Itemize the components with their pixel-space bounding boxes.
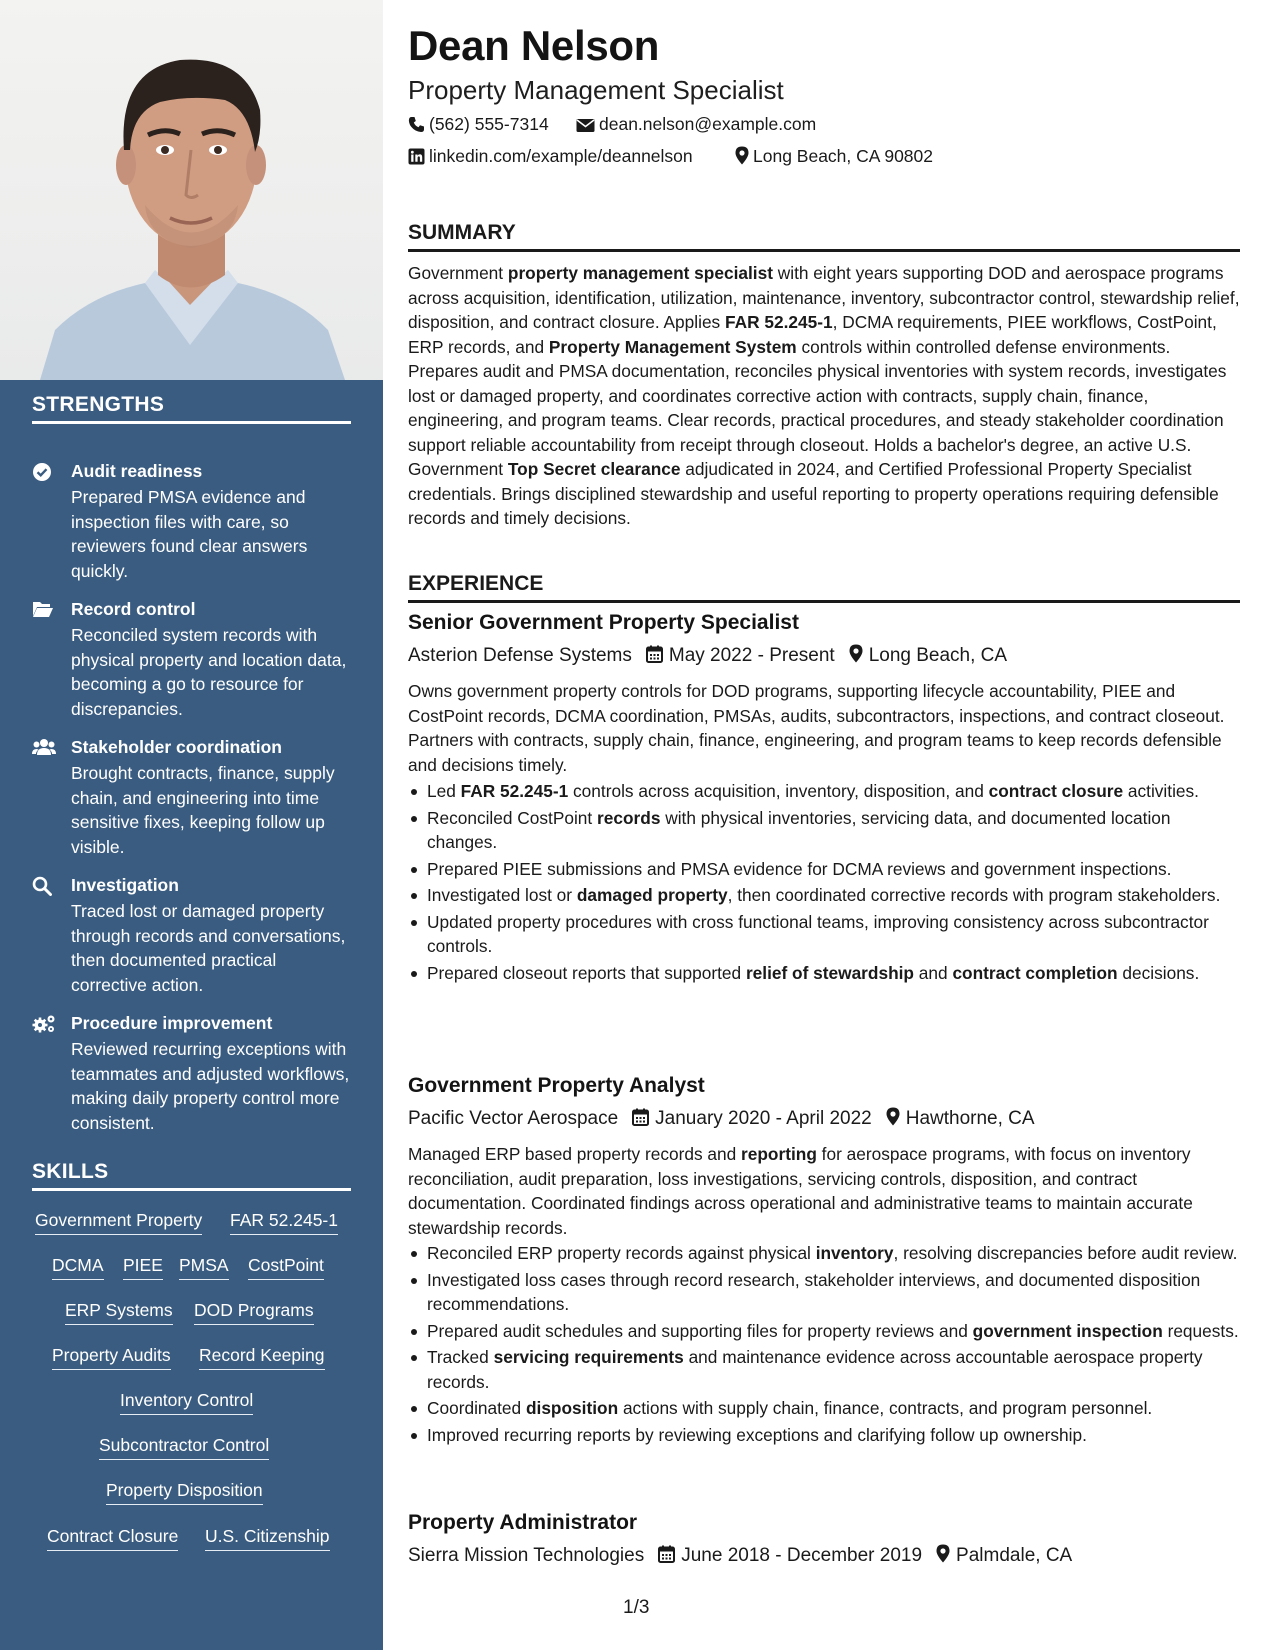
skill-tag: CostPoint: [248, 1255, 324, 1280]
job-title: Government Property Analyst: [408, 1074, 705, 1097]
skill-tag: U.S. Citizenship: [205, 1526, 330, 1551]
job-bullets: [408, 1241, 1240, 1449]
strengths-heading: STRENGTHS: [32, 393, 351, 424]
bullet-item: [408, 1241, 1240, 1266]
job-meta: [408, 1544, 1072, 1567]
bullet-item: [408, 1423, 1240, 1448]
contact-linkedin[interactable]: [408, 146, 693, 167]
job-meta: [408, 644, 1007, 667]
job-bullets: [408, 779, 1240, 987]
skill-tag: PMSA: [179, 1255, 229, 1280]
strength-title: Investigation: [71, 875, 179, 895]
skill-tag: Subcontractor Control: [99, 1435, 269, 1460]
text-run: activities.: [1123, 781, 1199, 801]
emphasis-text: records: [597, 807, 661, 828]
strength-title: Record control: [71, 599, 196, 619]
page-number: 1/3: [623, 1597, 650, 1618]
job-summary: [408, 679, 1240, 777]
text-run: for aerospace programs, with focus on inventory reconciliation, audit preparation, loss investigations, servicing controls, disposition, and contract documentation. Coordinated findings across operational and administrative teams to maintain accurate stewardship records.: [408, 1144, 1193, 1238]
emphasis-text: reporting: [741, 1144, 817, 1164]
text-run: and: [914, 962, 953, 983]
job-location: Palmdale, CA: [956, 1545, 1073, 1566]
summary-heading: SUMMARY: [408, 221, 1240, 252]
skill-tag: DCMA: [52, 1255, 104, 1280]
text-run: Reconciled ERP property records against physical: [427, 1243, 816, 1263]
location-text: Long Beach, CA 90802: [753, 146, 934, 166]
text-run: controls across acquisition, inventory, disposition, and: [568, 781, 989, 801]
map-pin-icon: [849, 644, 863, 663]
gears-icon: [32, 1014, 54, 1034]
skill-tag: ERP Systems: [65, 1300, 173, 1325]
emphasis-text: Property Management System: [548, 336, 797, 357]
text-run: Coordinated: [427, 1398, 526, 1418]
bullet-item: [408, 806, 1240, 855]
emphasis-text: FAR 52.245-1: [460, 781, 569, 801]
strength-title: Audit readiness: [71, 461, 203, 481]
text-run: and maintenance evidence across accountable aerospace property records.: [427, 1347, 1203, 1392]
search-icon: [32, 876, 54, 896]
skill-tag: PIEE: [123, 1255, 163, 1280]
users-icon: [32, 738, 54, 758]
candidate-title: Property Management Specialist: [408, 75, 784, 105]
strength-desc: Reviewed recurring exceptions with teammates and adjusted workflows, making daily property control more consistent.: [71, 1039, 350, 1133]
text-run: Led: [427, 781, 461, 801]
text-run: , DCMA requirements, PIEE workflows, CostPoint, ERP records, and: [408, 312, 1217, 357]
bullet-item: [408, 857, 1240, 882]
text-run: Owns government property controls for DOD programs, supporting lifecycle accountability, PIEE and CostPoint records, DCMA coordination, PMSAs, audits, subcontractors, inspections, and contract closeout. Partners with contracts, supply chain, finance, engineering, and program teams to keep records defensible and decisions timely.: [408, 681, 1225, 775]
job-location: Long Beach, CA: [868, 645, 1008, 666]
text-run: decisions.: [1117, 962, 1200, 983]
text-run: controls within controlled defense environments. Prepares audit and PMSA documentation, reconciles physical inventories with system records, investigates lost or damaged property, and coordinates corrective action with contracts, supply chain, finance, engineering, and program teams. Clear records, practical procedures, and steady stakeholder coordination support reliable accountability from receipt through closeout. Holds a bachelor's degree, an active U.S. Government: [408, 336, 1227, 479]
text-run: Updated property procedures with cross functional teams, improving consistency across subcontractor controls.: [427, 911, 1209, 956]
strength-title: Stakeholder coordination: [71, 737, 282, 757]
text-run: Prepared closeout reports that supported: [427, 962, 746, 983]
bullet-item: [408, 1345, 1240, 1394]
company-name: Sierra Mission Technologies: [408, 1545, 645, 1566]
job-title: Senior Government Property Specialist: [408, 611, 799, 634]
text-run: Investigated loss cases through record research, stakeholder interviews, and documented disposition recommendations.: [427, 1269, 1201, 1314]
text-run: Reconciled CostPoint: [427, 807, 598, 828]
strength-desc: Traced lost or damaged property through records and conversations, then documented practical corrective action.: [71, 901, 346, 995]
experience-heading: EXPERIENCE: [408, 572, 1240, 603]
text-run: adjudicated in 2024, and Certified Professional Property Specialist credentials. Brings disciplined stewardship and useful reporting to property operations requiring defensible records and timely decisions.: [408, 459, 1219, 528]
skill-tag: Inventory Control: [120, 1390, 253, 1415]
emphasis-text: FAR 52.245-1: [725, 312, 833, 332]
text-run: , then coordinated corrective records with program stakeholders.: [727, 885, 1221, 905]
emphasis-text: government inspection: [972, 1320, 1163, 1341]
emphasis-text: damaged property: [576, 885, 728, 905]
candidate-name: Dean Nelson: [408, 22, 660, 69]
text-run: Managed ERP based property records and: [408, 1144, 742, 1164]
bullet-item: [408, 883, 1240, 908]
skill-tag: Property Disposition: [106, 1480, 263, 1505]
email-text: dean.nelson@example.com: [599, 114, 817, 134]
text-run: actions with supply chain, finance, contracts, and program personnel.: [618, 1398, 1153, 1418]
skills-heading: SKILLS: [32, 1160, 351, 1191]
job-meta: [408, 1107, 1035, 1130]
text-run: requests.: [1162, 1320, 1239, 1341]
skill-tag: Contract Closure: [47, 1526, 178, 1551]
text-run: Prepared audit schedules and supporting files for property reviews and: [427, 1320, 973, 1341]
skill-tag: Property Audits: [52, 1345, 171, 1370]
text-run: with eight years supporting DOD and aerospace programs across acquisition, identification, utilization, maintenance, inventory, subcontractor control, stewardship relief, disposition, and contract closure. Applies: [408, 263, 1240, 332]
bullet-item: [408, 1396, 1240, 1421]
emphasis-text: contract closure: [988, 781, 1124, 801]
skill-tag: Government Property: [35, 1210, 202, 1235]
emphasis-text: contract completion: [952, 962, 1118, 983]
text-run: Investigated lost or: [427, 885, 577, 905]
contact-email[interactable]: [576, 114, 816, 135]
company-name: Pacific Vector Aerospace: [408, 1108, 619, 1129]
job-dates: June 2018 - December 2019: [681, 1545, 923, 1566]
skill-tag: DOD Programs: [194, 1300, 314, 1325]
calendar-icon: [632, 1108, 649, 1126]
contact-phone: [408, 114, 549, 135]
text-run: Improved recurring reports by reviewing exceptions and clarifying follow up ownership.: [427, 1424, 1087, 1445]
calendar-icon: [658, 1545, 675, 1563]
emphasis-text: servicing requirements: [493, 1347, 684, 1367]
contact-location: [735, 146, 933, 167]
job-title: Property Administrator: [408, 1511, 638, 1534]
bullet-item: [408, 910, 1240, 959]
folder-open-icon: [32, 600, 54, 620]
emphasis-text: Top Secret clearance: [507, 459, 681, 479]
phone-text: (562) 555-7314: [429, 114, 549, 134]
job-dates: January 2020 - April 2022: [655, 1108, 872, 1129]
company-name: Asterion Defense Systems: [408, 645, 632, 666]
bullet-item: [408, 779, 1240, 804]
text-run: Government: [408, 263, 508, 283]
skill-tag: Record Keeping: [199, 1345, 325, 1370]
text-run: with physical inventories, servicing data, and documented location changes.: [427, 807, 1171, 852]
job-location: Hawthorne, CA: [905, 1108, 1035, 1129]
map-pin-icon: [886, 1107, 900, 1126]
emphasis-text: relief of stewardship: [745, 962, 914, 983]
bullet-item: [408, 1319, 1240, 1344]
map-pin-icon: [936, 1544, 950, 1563]
skill-tag: FAR 52.245-1: [230, 1210, 338, 1235]
sidebar: [0, 0, 383, 1650]
profile-photo: [0, 0, 383, 380]
calendar-icon: [646, 645, 663, 663]
emphasis-text: property management specialist: [507, 263, 773, 283]
strength-desc: Prepared PMSA evidence and inspection files with care, so reviewers found clear answers quickly.: [71, 487, 308, 581]
check-circle-icon: [32, 462, 54, 482]
strength-title: Procedure improvement: [71, 1013, 273, 1033]
emphasis-text: disposition: [525, 1398, 619, 1418]
text-run: Tracked: [427, 1347, 494, 1367]
linkedin-text: linkedin.com/example/deannelson: [429, 146, 693, 166]
emphasis-text: inventory: [815, 1243, 894, 1263]
job-dates: May 2022 - Present: [668, 645, 835, 666]
envelope-icon: [576, 118, 595, 133]
bullet-item: [408, 961, 1240, 986]
linkedin-icon: [408, 148, 425, 165]
text-run: Prepared PIEE submissions and PMSA evidence for DCMA reviews and government inspections.: [427, 858, 1172, 879]
job-summary: [408, 1142, 1240, 1240]
map-pin-icon: [735, 146, 749, 165]
strength-desc: Brought contracts, finance, supply chain, and engineering into time sensitive fixes, keeping follow up visible.: [71, 763, 335, 857]
phone-icon: [408, 116, 425, 133]
summary-text: [408, 261, 1240, 531]
bullet-item: [408, 1268, 1240, 1317]
strength-desc: Reconciled system records with physical property and location data, becoming a go to resource for discrepancies.: [71, 625, 347, 719]
text-run: , resolving discrepancies before audit review.: [893, 1243, 1238, 1263]
